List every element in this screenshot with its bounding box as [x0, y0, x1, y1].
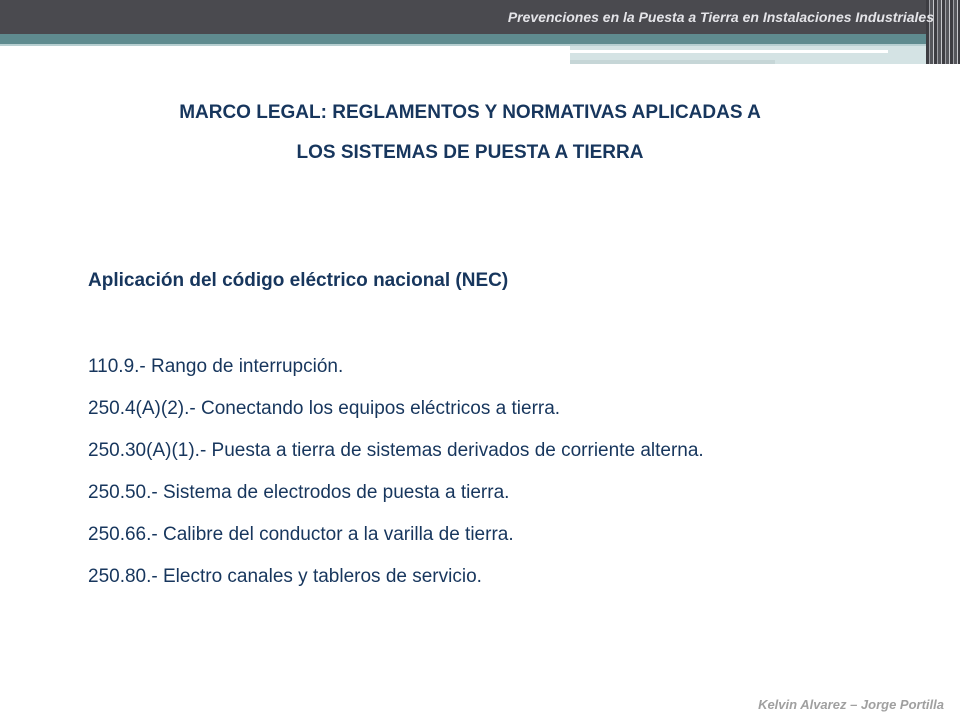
slide-title: [90, 93, 850, 173]
header-accent-band: [0, 34, 960, 44]
slide-title-line-1: MARCO LEGAL: REGLAMENTOS Y NORMATIVAS APLICADAS A: [179, 102, 761, 123]
header-step-highlight: [570, 50, 888, 53]
code-sections-list: [88, 352, 704, 604]
list-item: 250.50.- Sistema de electrodos de puesta a tierra.: [88, 482, 510, 503]
slide-subheading: Aplicación del código eléctrico nacional (NEC): [88, 270, 509, 291]
footer-authors: Kelvin Alvarez – Jorge Portilla: [758, 697, 944, 712]
list-item: 250.80.- Electro canales y tableros de servicio.: [88, 566, 482, 587]
list-item: 250.4(A)(2).- Conectando los equipos eléctricos a tierra.: [88, 398, 561, 419]
header-step-line: [570, 60, 775, 64]
presentation-title: Prevenciones en la Puesta a Tierra en Instalaciones Industriales: [507, 9, 934, 25]
slide-title-line-2: LOS SISTEMAS DE PUESTA A TIERRA: [296, 142, 644, 163]
list-item: 250.30(A)(1).- Puesta a tierra de sistemas derivados de corriente alterna.: [88, 440, 704, 461]
list-item: 250.66.- Calibre del conductor a la varilla de tierra.: [88, 524, 514, 545]
list-item: 110.9.- Rango de interrupción.: [88, 356, 344, 377]
